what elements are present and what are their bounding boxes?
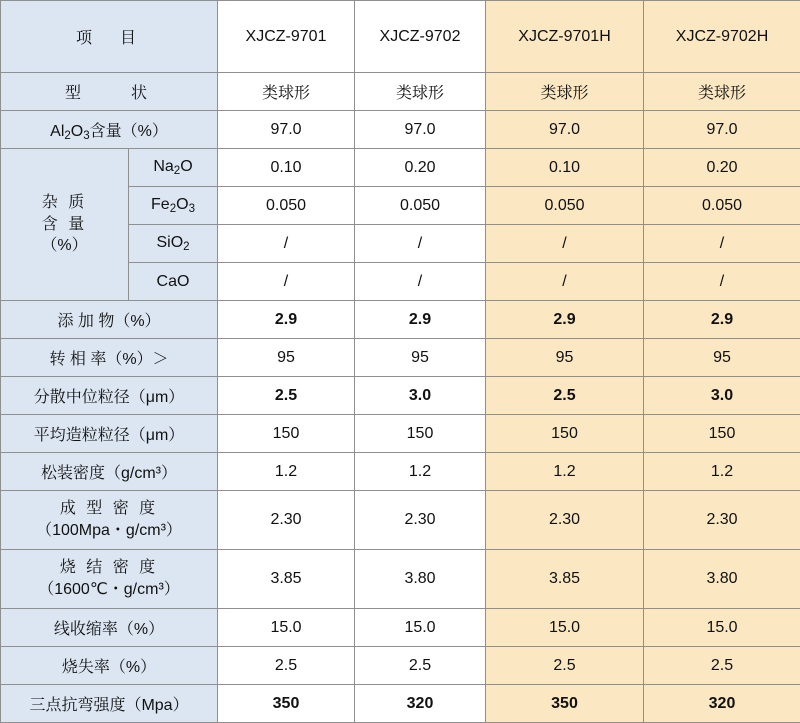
header-col-3: XJCZ-9701H	[486, 1, 644, 73]
table-row-linear-shrinkage	[1, 609, 800, 647]
linear-shrinkage-value-2: 15.0	[355, 609, 486, 647]
impurity-name-cao: CaO	[129, 263, 218, 301]
na2o-base: Na	[153, 158, 173, 175]
na2o-value-3: 0.10	[486, 149, 644, 187]
median-size-value-2: 3.0	[355, 377, 486, 415]
sintered-density-line2: （1600℃・g/cm³）	[5, 579, 213, 601]
table-row-conversion	[1, 339, 800, 377]
flexural-strength-value-3: 350	[486, 685, 644, 723]
al2o3-value-2: 97.0	[355, 111, 486, 149]
shape-value-1: 类球形	[218, 73, 355, 111]
forming-density-value-1: 2.30	[218, 491, 355, 550]
median-size-value-3: 2.5	[486, 377, 644, 415]
cao-value-1: /	[218, 263, 355, 301]
fe2o3-base: Fe	[151, 196, 170, 213]
conversion-value-2: 95	[355, 339, 486, 377]
table-row-sintered-density	[1, 550, 800, 609]
linear-shrinkage-value-1: 15.0	[218, 609, 355, 647]
median-size-value-4: 3.0	[644, 377, 800, 415]
row-label-granule-size: 平均造粒粒径（μm）	[1, 415, 218, 453]
impurity-label-line3: （%）	[5, 235, 124, 257]
table-row-flexural-strength	[1, 685, 800, 723]
header-col-4: XJCZ-9702H	[644, 1, 800, 73]
impurity-label-line1: 杂 质	[5, 192, 124, 214]
flexural-strength-value-1: 350	[218, 685, 355, 723]
na2o-value-2: 0.20	[355, 149, 486, 187]
linear-shrinkage-value-3: 15.0	[486, 609, 644, 647]
additive-value-1: 2.9	[218, 301, 355, 339]
impurity-name-sio2	[129, 225, 218, 263]
impurity-group-label	[1, 149, 129, 301]
bulk-density-value-1: 1.2	[218, 453, 355, 491]
row-label-al2o3	[1, 111, 218, 149]
row-label-forming-density	[1, 491, 218, 550]
fe2o3-value-2: 0.050	[355, 187, 486, 225]
fe2o3-value-3: 0.050	[486, 187, 644, 225]
table-header-row	[1, 1, 800, 73]
impurity-name-fe2o3	[129, 187, 218, 225]
flexural-strength-value-2: 320	[355, 685, 486, 723]
sio2-base: SiO	[156, 234, 183, 251]
table-row-loss-on-ignition	[1, 647, 800, 685]
sintered-density-value-4: 3.80	[644, 550, 800, 609]
sio2-sub: 2	[183, 241, 189, 253]
row-label-flexural-strength: 三点抗弯强度（Mpa）	[1, 685, 218, 723]
al2o3-value-3: 97.0	[486, 111, 644, 149]
conversion-value-3: 95	[486, 339, 644, 377]
sintered-density-value-2: 3.80	[355, 550, 486, 609]
forming-density-value-4: 2.30	[644, 491, 800, 550]
impurity-name-na2o	[129, 149, 218, 187]
cao-value-4: /	[644, 263, 800, 301]
table-row-na2o	[1, 149, 800, 187]
additive-value-4: 2.9	[644, 301, 800, 339]
conversion-value-1: 95	[218, 339, 355, 377]
conversion-value-4: 95	[644, 339, 800, 377]
al2o3-mid: O	[71, 123, 83, 140]
fe2o3-sub: 2	[170, 203, 176, 215]
forming-density-line2: （100Mpa・g/cm³）	[5, 520, 213, 542]
shape-value-2: 类球形	[355, 73, 486, 111]
granule-size-value-3: 150	[486, 415, 644, 453]
header-col-2: XJCZ-9702	[355, 1, 486, 73]
fe2o3-value-4: 0.050	[644, 187, 800, 225]
granule-size-value-1: 150	[218, 415, 355, 453]
fe2o3-tail: O	[176, 196, 188, 213]
impurity-label-line2: 含 量	[5, 214, 124, 236]
al2o3-value-4: 97.0	[644, 111, 800, 149]
granule-size-value-4: 150	[644, 415, 800, 453]
loss-on-ignition-value-3: 2.5	[486, 647, 644, 685]
median-size-value-1: 2.5	[218, 377, 355, 415]
al2o3-sub2: 3	[83, 129, 89, 141]
al2o3-prefix: Al	[50, 123, 64, 140]
row-label-bulk-density: 松装密度（g/cm³）	[1, 453, 218, 491]
fe2o3-value-1: 0.050	[218, 187, 355, 225]
bulk-density-value-3: 1.2	[486, 453, 644, 491]
row-label-median-size: 分散中位粒径（μm）	[1, 377, 218, 415]
forming-density-line1: 成 型 密 度	[5, 498, 213, 520]
row-label-shape: 型 状	[1, 73, 218, 111]
cao-value-3: /	[486, 263, 644, 301]
loss-on-ignition-value-1: 2.5	[218, 647, 355, 685]
sintered-density-value-1: 3.85	[218, 550, 355, 609]
cao-value-2: /	[355, 263, 486, 301]
granule-size-value-2: 150	[355, 415, 486, 453]
loss-on-ignition-value-4: 2.5	[644, 647, 800, 685]
table-row-granule-size	[1, 415, 800, 453]
flexural-strength-value-4: 320	[644, 685, 800, 723]
na2o-value-4: 0.20	[644, 149, 800, 187]
row-label-conversion: 转 相 率（%）＞	[1, 339, 218, 377]
loss-on-ignition-value-2: 2.5	[355, 647, 486, 685]
header-item-label: 项 目	[1, 1, 218, 73]
table-row-al2o3	[1, 111, 800, 149]
bulk-density-value-4: 1.2	[644, 453, 800, 491]
na2o-sub: 2	[174, 165, 180, 177]
bulk-density-value-2: 1.2	[355, 453, 486, 491]
sio2-value-3: /	[486, 225, 644, 263]
na2o-value-1: 0.10	[218, 149, 355, 187]
forming-density-value-3: 2.30	[486, 491, 644, 550]
table-row-forming-density	[1, 491, 800, 550]
na2o-tail: O	[180, 158, 192, 175]
al2o3-sub1: 2	[64, 129, 70, 141]
table-row-bulk-density	[1, 453, 800, 491]
table-row-shape	[1, 73, 800, 111]
row-label-linear-shrinkage: 线收缩率（%）	[1, 609, 218, 647]
row-label-sintered-density	[1, 550, 218, 609]
table-row-median-size	[1, 377, 800, 415]
sintered-density-line1: 烧 结 密 度	[5, 557, 213, 579]
sio2-value-4: /	[644, 225, 800, 263]
header-col-1: XJCZ-9701	[218, 1, 355, 73]
sio2-value-2: /	[355, 225, 486, 263]
table-row-additive	[1, 301, 800, 339]
al2o3-value-1: 97.0	[218, 111, 355, 149]
sintered-density-value-3: 3.85	[486, 550, 644, 609]
fe2o3-tail-sub: 3	[189, 203, 195, 215]
linear-shrinkage-value-4: 15.0	[644, 609, 800, 647]
shape-value-3: 类球形	[486, 73, 644, 111]
forming-density-value-2: 2.30	[355, 491, 486, 550]
shape-value-4: 类球形	[644, 73, 800, 111]
row-label-additive: 添 加 物（%）	[1, 301, 218, 339]
additive-value-2: 2.9	[355, 301, 486, 339]
al2o3-suffix: 含量（%）	[90, 123, 168, 140]
sio2-value-1: /	[218, 225, 355, 263]
row-label-loss-on-ignition: 烧失率（%）	[1, 647, 218, 685]
additive-value-3: 2.9	[486, 301, 644, 339]
